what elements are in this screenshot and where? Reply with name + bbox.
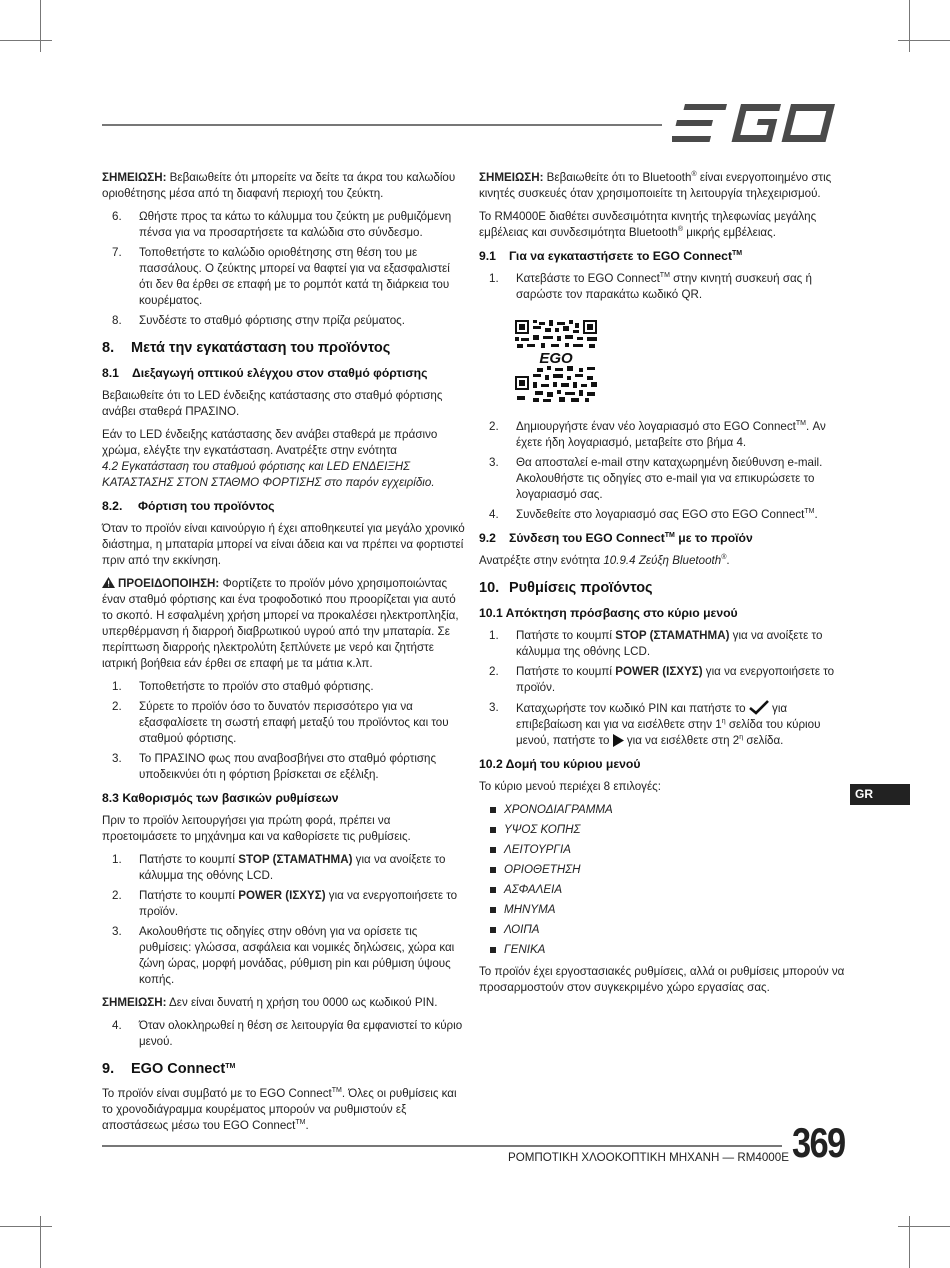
menu-options-list (479, 802, 845, 958)
bullet-icon (490, 867, 496, 873)
item-text: ΑΣΦΑΛΕΙΑ (504, 883, 563, 896)
warning-icon (102, 577, 115, 588)
item-number: 1. (489, 629, 499, 642)
crop-mark (898, 40, 950, 41)
list-item (102, 1018, 466, 1050)
item-text: Πατήστε το κουμπί (516, 665, 616, 678)
qr-logo-text: EGO (539, 350, 573, 367)
steps-list (102, 679, 466, 783)
crop-mark (40, 1216, 41, 1268)
crop-mark (0, 1226, 52, 1227)
checkmark-icon (749, 700, 769, 715)
item-text: στην κινητή συσκευή σας ή σαρώστε τον παρακάτω κωδικό QR. (516, 272, 812, 301)
ordinal-suffix: η (721, 718, 726, 725)
item-number: 4. (112, 1019, 122, 1032)
registered-mark: ® (721, 554, 727, 561)
list-item (102, 679, 466, 695)
paragraph-text: Το προϊόν είναι συμβατό με το EGO Connect (102, 1087, 332, 1100)
crop-mark (909, 0, 910, 52)
cross-reference: 4.2 Εγκατάσταση του σταθμού φόρτισης και LED ΕΝΔΕΙΞΗΣ ΚΑΤΑΣΤΑΣΗΣ ΣΤΟΝ ΣΤΑΘΜΟ ΦΟΡΤΙΣΗΣ στο παρόν εγχειρίδιο. (102, 460, 435, 489)
section-title: Μετά την εγκατάσταση του προϊόντος (131, 340, 391, 356)
note-paragraph (479, 170, 845, 202)
item-text: Σύρετε το προϊόν όσο το δυνατόν περισσότερο για να εξασφαλίσετε τη σωστή επαφή μεταξύ του προϊόντος και του σταθμού φόρτισης. (139, 700, 449, 745)
language-badge: GR (850, 784, 910, 805)
ego-logo (672, 100, 844, 146)
warning-paragraph (102, 576, 466, 672)
list-item (479, 902, 845, 918)
paragraph: Το προϊόν έχει εργοστασιακές ρυθμίσεις, αλλά οι ρυθμίσεις μπορούν να προσαρμοστούν στον συγκεκριμένο χώρο εργασίας σας. (479, 965, 845, 994)
header-rule (102, 124, 662, 126)
subsection-heading (479, 756, 845, 772)
list-item (479, 455, 845, 503)
steps-list (479, 271, 845, 303)
item-text: για να εισέλθετε στη 2 (623, 734, 740, 747)
note-text: είναι ενεργοποιημένο στις κινητές συσκευές όταν χρησιμοποιείτε τη λειτουργία τηλεχειρισμού. (479, 171, 832, 200)
footer-rule (102, 1145, 782, 1147)
subsection-heading (102, 365, 466, 381)
item-text: Όταν ολοκληρωθεί η θέση σε λειτουργία θα εμφανιστεί το κύριο μενού. (139, 1019, 463, 1048)
trademark: TM (795, 420, 806, 427)
button-name: POWER (ΙΣΧΥΣ) (615, 665, 703, 678)
item-number: 3. (489, 701, 499, 714)
steps-list (102, 209, 466, 329)
item-text: ΛΕΙΤΟΥΡΓΙΑ (504, 843, 571, 856)
steps-list (102, 1018, 466, 1050)
note-label: ΣΗΜΕΙΩΣΗ: (102, 996, 167, 1009)
paragraph-text: . Όλες οι ρυθμίσεις και το χρονοδιάγραμμα κουρέματος μπορούν να ρυθμιστούν εξ αποστάσεως μέσω του EGO Connect (102, 1087, 457, 1132)
item-text: Δημιουργήστε έναν νέο λογαριασμό στο EGO Connect (516, 420, 796, 433)
trademark: TM (225, 1063, 236, 1070)
item-text: για να ανοίξετε το κάλυμμα της οθόνης LCD. (516, 629, 823, 658)
crop-mark (909, 1216, 910, 1268)
registered-mark: ® (677, 226, 684, 233)
page-number: 369 (792, 1119, 845, 1166)
item-text: . (814, 508, 818, 521)
crop-mark (40, 0, 41, 52)
trademark: TM (804, 508, 815, 515)
item-number: 8. (112, 314, 122, 327)
paragraph-text: . (726, 554, 730, 567)
paragraph-text: Το RM4000E διαθέτει συνδεσιμότητα κινητής τηλεφωνίας μεγάλης εμβέλειας και συνδεσιμότητα Bluetooth (479, 210, 817, 239)
list-item (479, 802, 845, 818)
section-title: Ρυθμίσεις προϊόντος (509, 580, 653, 596)
item-text: σελίδα. (743, 734, 784, 747)
paragraph (479, 553, 845, 569)
trademark: TM (659, 272, 670, 279)
item-text: Συνδεθείτε στο λογαριασμό σας EGO στο EGO Connect (516, 508, 805, 521)
section-title: Διεξαγωγή οπτικού ελέγχου στον σταθμό φόρτισης (132, 366, 428, 380)
item-text: Συνδέστε το σταθμό φόρτισης στην πρίζα ρεύματος. (139, 314, 405, 327)
trademark: TM (664, 532, 675, 539)
item-number: 2. (112, 700, 122, 713)
item-text: Πατήστε το κουμπί (139, 853, 239, 866)
item-number: 1. (112, 680, 122, 693)
section-number: 9.1 (479, 249, 496, 263)
list-item (479, 700, 845, 749)
section-title: με το προϊόν (674, 531, 753, 545)
item-number: 3. (112, 925, 122, 938)
subsection-heading (102, 790, 466, 806)
item-text: ΓΕΝΙΚΑ (504, 943, 546, 956)
list-item (479, 628, 845, 660)
subsection-heading (479, 530, 845, 546)
item-text: ΟΡΙΟΘΕΤΗΣΗ (504, 863, 581, 876)
section-heading (102, 339, 466, 357)
list-item (102, 209, 466, 241)
item-number: 4. (489, 508, 499, 521)
trademark: TM (295, 1119, 306, 1126)
bullet-icon (490, 947, 496, 953)
paragraph (102, 1086, 466, 1134)
section-heading (479, 579, 845, 597)
subsection-heading (479, 248, 845, 264)
subsection-heading (479, 605, 845, 621)
list-item (479, 842, 845, 858)
button-name: STOP (ΣΤΑΜΑΤΗΜΑ) (615, 629, 730, 642)
paragraph (102, 427, 466, 491)
item-number: 7. (112, 246, 122, 259)
list-item (102, 313, 466, 329)
play-arrow-icon (613, 734, 624, 747)
item-text: ΥΨΟΣ ΚΟΠΗΣ (504, 823, 581, 836)
item-number: 3. (112, 752, 122, 765)
steps-list (479, 419, 845, 523)
warning-label: ΠΡΟΕΙΔΟΠΟΙΗΣΗ: (118, 577, 220, 590)
item-text: ΜΗΝΥΜΑ (504, 903, 556, 916)
note-paragraph (102, 170, 466, 202)
note-label: ΣΗΜΕΙΩΣΗ: (479, 171, 544, 184)
item-text: για επιβεβαίωση και για να εισέλθετε στην 1 (516, 702, 788, 731)
item-number: 3. (489, 456, 499, 469)
item-number: 2. (489, 420, 499, 433)
crop-mark (898, 1226, 950, 1227)
section-number: 9.2 (479, 531, 496, 545)
paragraph-text: . (305, 1119, 309, 1132)
button-name: STOP (ΣΤΑΜΑΤΗΜΑ) (238, 853, 353, 866)
paragraph: Όταν το προϊόν είναι καινούργιο ή έχει αποθηκευτεί για μεγάλο χρονικό διάστημα, η μπαταρία μπορεί να είναι άδεια και να πρέπει να φορτιστεί πριν από την εκκίνηση. (102, 522, 465, 567)
item-number: 2. (112, 889, 122, 902)
paragraph-text: μικρής εμβέλειας. (683, 226, 776, 239)
note-text: Βεβαιωθείτε ότι το Bluetooth (546, 171, 692, 184)
steps-list (479, 628, 845, 749)
bullet-icon (490, 847, 496, 853)
section-title: Για να εγκαταστήσετε το EGO Connect (509, 249, 732, 263)
list-item (102, 751, 466, 783)
crop-mark (0, 40, 52, 41)
section-title: EGO Connect (131, 1061, 226, 1077)
item-text: σελίδα του κύριου μενού, πατήστε το (516, 718, 821, 747)
list-item (479, 822, 845, 838)
list-item (479, 922, 845, 938)
list-item (479, 419, 845, 451)
steps-list (102, 852, 466, 988)
item-text: Θα αποσταλεί e-mail στην καταχωρημένη διεύθυνση e-mail. Ακολουθήστε τις οδηγίες στο e-mail για να επικυρώσετε το λογαριασμό σας. (516, 456, 823, 501)
paragraph: Βεβαιωθείτε ότι το LED ένδειξης κατάστασης στο σταθμό φόρτισης ανάβει σταθερά ΠΡΑΣΙΝΟ. (102, 389, 443, 418)
list-item (102, 888, 466, 920)
paragraph-text: Εάν το LED ένδειξης κατάστασης δεν ανάβει σταθερά με πράσινο χρώμα, ελέγξτε την εγκατάσταση. Ανατρέξτε στην ενότητα (102, 428, 438, 457)
bullet-icon (490, 807, 496, 813)
item-text: Τοποθετήστε το καλώδιο οριοθέτησης στη θέση του με πασσάλους. Ο ζεύκτης μπορεί να θαφτεί για να εξασφαλιστεί ότι δεν θα έρθει σε επαφή με το ρομπότ κατά τη διάρκεια του κουρέματος. (139, 246, 450, 307)
section-heading (102, 1060, 466, 1078)
item-text: Πατήστε το κουμπί (516, 629, 616, 642)
list-item (102, 699, 466, 747)
note-label: ΣΗΜΕΙΩΣΗ: (102, 171, 167, 184)
item-text: Ωθήστε προς τα κάτω το κάλυμμα του ζεύκτη με ρυθμιζόμενη πένσα για να προσαρτήσετε τα καλώδια στο σύνδεσμο. (139, 210, 452, 239)
list-item (102, 924, 466, 988)
item-text: Πατήστε το κουμπί (139, 889, 239, 902)
item-text: ΧΡΟΝΟΔΙΑΓΡΑΜΜΑ (504, 803, 613, 816)
item-text: για να ενεργοποιήσετε το προϊόν. (139, 889, 458, 918)
note-paragraph (102, 995, 466, 1011)
button-name: POWER (ΙΣΧΥΣ) (238, 889, 326, 902)
list-item (479, 882, 845, 898)
cross-reference: 10.9.4 Ζεύξη Bluetooth (603, 554, 722, 567)
item-text: για να ανοίξετε το κάλυμμα της οθόνης LCD. (139, 853, 446, 882)
bullet-icon (490, 827, 496, 833)
bullet-icon (490, 887, 496, 893)
list-item (479, 942, 845, 958)
qr-code-icon[interactable] (515, 320, 597, 402)
paragraph: Πριν το προϊόν λειτουργήσει για πρώτη φορά, πρέπει να προετοιμάσετε το μηχάνημα και να καθορίσετε τις ρυθμίσεις. (102, 814, 411, 843)
item-text: για να ενεργοποιήσετε το προϊόν. (516, 665, 835, 694)
list-item (102, 245, 466, 309)
list-item (479, 271, 845, 303)
section-title: Σύνδεση του EGO Connect (509, 531, 665, 545)
item-text: . Αν έχετε ήδη λογαριασμό, μεταβείτε στο βήμα 4. (516, 420, 826, 449)
left-column (102, 170, 466, 1141)
paragraph (479, 209, 845, 241)
trademark: TM (331, 1087, 342, 1094)
section-number: 8.1 (102, 366, 119, 380)
section-number: 8. (102, 340, 115, 356)
item-text: Τοποθετήστε το προϊόν στο σταθμό φόρτισης. (139, 680, 374, 693)
section-title: Φόρτιση του προϊόντος (138, 499, 275, 513)
note-text: Βεβαιωθείτε ότι μπορείτε να δείτε τα άκρα του καλωδίου οριοθέτησης μέσα από τη διαφανή περιοχή του ζεύκτη. (102, 171, 456, 200)
ordinal-suffix: η (739, 734, 744, 741)
item-text: Ακολουθήστε τις οδηγίες στην οθόνη για να ορίσετε τις ρυθμίσεις: γλώσσα, ασφάλεια και νομικές δηλώσεις, χώρα και ζώνη ώρας, μορφή μονάδας, ρύθμιση pin και ρύθμιση ύψους κοπής. (139, 925, 455, 986)
warning-text: Φορτίζετε το προϊόν μόνο χρησιμοποιώντας έναν σταθμό φόρτισης και ένα τροφοδοτικό που προορίζεται για αυτό το σκοπό. Η εσφαλμένη χρήση μπορεί να προκαλέσει ηλεκτροπληξία, υπερθέρμανση ή διαρροή διαβρωτικού υγρού από την μπαταρία. Σε περίπτωση διαρροής ηλεκτρολύτη ξεπλύνετε με νερό και ζητήστε ιατρική βοήθεια εάν έρθει σε επαφή με τα μάτια κ.λπ. (102, 577, 459, 670)
bullet-icon (490, 927, 496, 933)
item-text: Καταχωρήστε τον κωδικό PIN και πατήστε το (516, 702, 749, 715)
footer-title: ΡΟΜΠΟΤΙΚΗ ΧΛΟΟΚΟΠΤΙΚΗ ΜΗΧΑΝΗ — RM4000E (508, 1151, 789, 1164)
item-text: ΛΟΙΠΑ (504, 923, 540, 936)
section-number: 8.2. (102, 499, 123, 513)
note-text: Δεν είναι δυνατή η χρήση του 0000 ως κωδικού PIN. (169, 996, 438, 1009)
section-title: 10.2 Δομή του κύριου μενού (479, 757, 641, 771)
list-item (479, 507, 845, 523)
registered-mark: ® (691, 171, 697, 178)
list-item (102, 852, 466, 884)
section-number: 10. (479, 580, 500, 596)
bullet-icon (490, 907, 496, 913)
item-text: Κατεβάστε το EGO Connect (516, 272, 660, 285)
right-column (479, 170, 845, 1003)
section-title: 8.3 Καθορισμός των βασικών ρυθμίσεων (102, 791, 339, 805)
item-number: 1. (112, 853, 122, 866)
subsection-heading (102, 498, 466, 514)
item-text: Το ΠΡΑΣΙΝΟ φως που αναβοσβήνει στο σταθμό φόρτισης υποδεικνύει ότι η φόρτιση βρίσκεται σε εξέλιξη. (139, 752, 437, 781)
list-item (479, 664, 845, 696)
section-number: 9. (102, 1061, 115, 1077)
section-title: 10.1 Απόκτηση πρόσβασης στο κύριο μενού (479, 606, 738, 620)
item-number: 1. (489, 272, 499, 285)
list-item (479, 862, 845, 878)
paragraph: Το κύριο μενού περιέχει 8 επιλογές: (479, 780, 661, 793)
paragraph-text: Ανατρέξτε στην ενότητα (479, 554, 604, 567)
item-number: 2. (489, 665, 499, 678)
item-number: 6. (112, 210, 122, 223)
trademark: TM (732, 250, 743, 257)
